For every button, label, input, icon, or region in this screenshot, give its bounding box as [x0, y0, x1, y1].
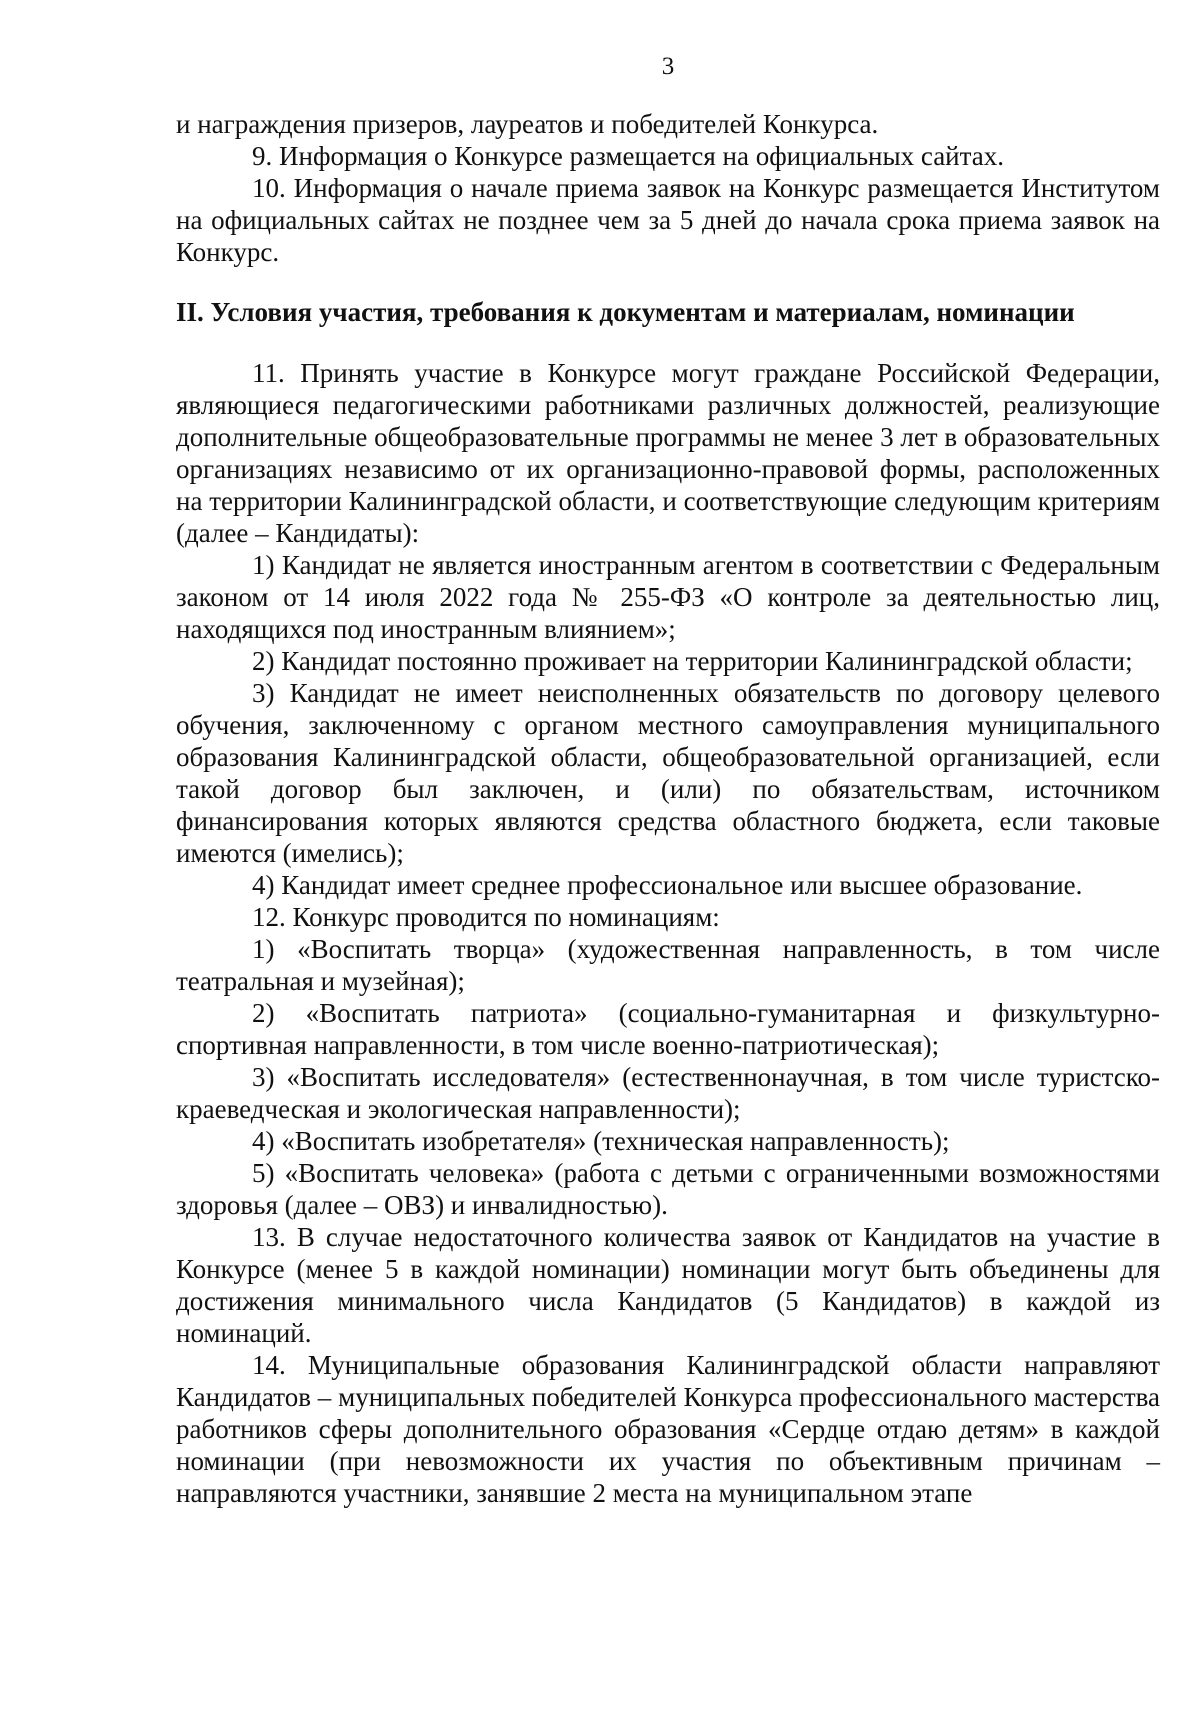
paragraph-14: 14. Муниципальные образования Калининградской области направляют Кандидатов – муниципальных победителей Конкурса профессионального мастерства работников сферы дополнительного образования «Сердце отдаю детям» в каждой номинации (при невозможности их участия по объективным причинам – направляются участники, занявшие 2 места на муниципальном этапе — [176, 1350, 1160, 1508]
criterion-item: 4) Кандидат имеет среднее профессиональное или высшее образование. — [252, 870, 1083, 900]
criterion-item: 2) Кандидат постоянно проживает на территории Калининградской области; — [252, 646, 1133, 676]
page-number: 3 — [661, 53, 675, 80]
criterion-item: 3) Кандидат не имеет неисполненных обязательств по договору целевого обучения, заключенному с органом местного самоуправления муниципального образования Калининградской области, общеобразовательной организацией, если такой договор был заключен, и (или) по обязательствам, источником финансирования которых являются средства областного бюджета, если таковые имеются (имелись); — [176, 678, 1160, 868]
nomination-item: 3) «Воспитать исследователя» (естественнонаучная, в том числе туристско-краеведческая и экологическая направленности); — [176, 1062, 1160, 1124]
paragraph-12: 12. Конкурс проводится по номинациям: — [252, 902, 720, 932]
nomination-item: 4) «Воспитать изобретателя» (техническая направленность); — [252, 1126, 950, 1156]
nomination-item: 2) «Воспитать патриота» (социально-гуманитарная и физкультурно-спортивная направленности, в том числе военно-патриотическая); — [176, 998, 1160, 1060]
criterion-item: 1) Кандидат не является иностранным агентом в соответствии с Федеральным законом от 14 июля 2022 года № 255-ФЗ «О контроле за деятельностью лиц, находящихся под иностранным влиянием»; — [176, 550, 1160, 644]
document-body — [176, 108, 1160, 1509]
nomination-item: 1) «Воспитать творца» (художественная направленность, в том числе театральная и музейная); — [176, 934, 1160, 996]
section-heading: II. Условия участия, требования к документам и материалам, номинации — [176, 297, 1075, 327]
paragraph-11: 11. Принять участие в Конкурсе могут граждане Российской Федерации, являющиеся педагогическими работниками различных должностей, реализующие дополнительные общеобразовательные программы не менее 3 лет в образовательных организациях независимо от их организационно-правовой формы, расположенных на территории Калининградской области, и соответствующие следующим критериям (далее – Кандидаты): — [176, 358, 1160, 548]
nomination-item: 5) «Воспитать человека» (работа с детьми с ограниченными возможностями здоровья (далее – ОВЗ) и инвалидностью). — [176, 1158, 1160, 1220]
paragraph-continuation: и награждения призеров, лауреатов и победителей Конкурса. — [176, 109, 879, 139]
paragraph-10: 10. Информация о начале приема заявок на Конкурс размещается Институтом на официальных сайтах не позднее чем за 5 дней до начала срока приема заявок на Конкурс. — [176, 173, 1160, 267]
paragraph-9: 9. Информация о Конкурсе размещается на официальных сайтах. — [252, 141, 1004, 171]
paragraph-13: 13. В случае недостаточного количества заявок от Кандидатов на участие в Конкурсе (менее 5 в каждой номинации) номинации могут быть объединены для достижения минимального числа Кандидатов (5 Кандидатов) в каждой из номинаций. — [176, 1222, 1160, 1348]
